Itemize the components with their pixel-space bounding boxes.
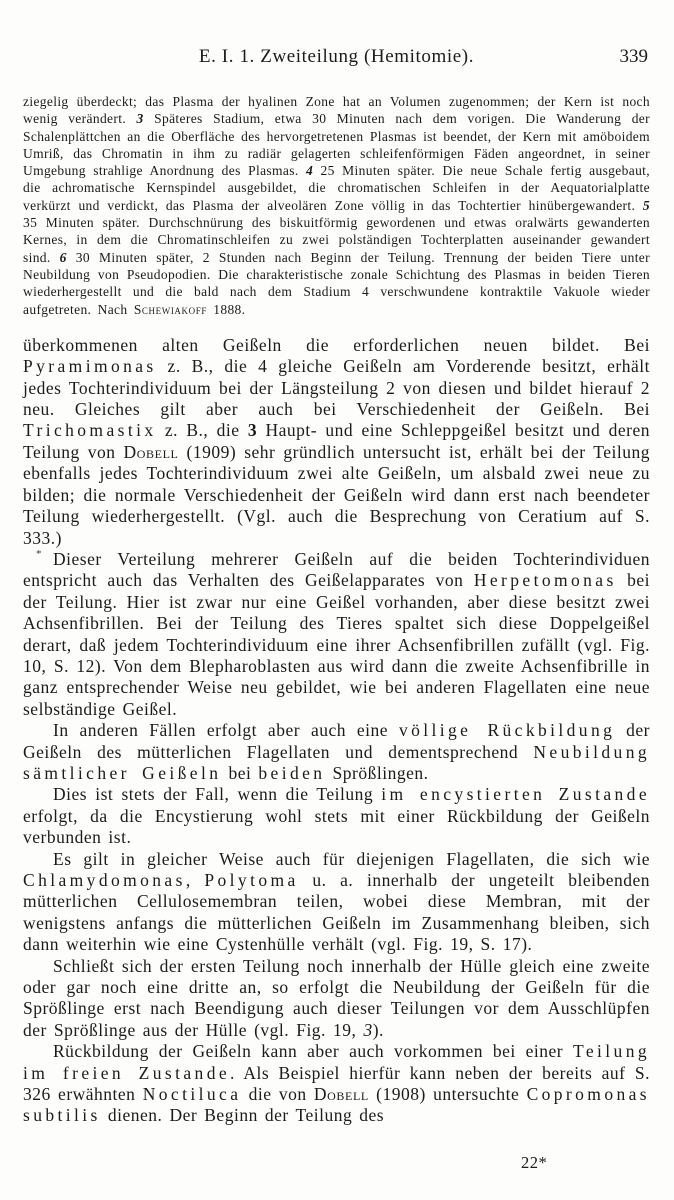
emphasized-text: Schewiakoff — [133, 301, 207, 317]
paragraph: überkommenen alten Geißeln die erforderlichen neuen bildet. Bei Pyramimonas z. B., die 4 gleiche Geißeln am Vorderende besitzt, erhält jedes Tochterindividuum bei der Längsteilung 2 von diesen und bildet hierauf 2 neu. Gleiches gilt aber auch bei Verschiedenheit der Geißeln. Bei Trichomastix z. B., die 3 Haupt- und eine Schleppgeißel besitzt und deren Teilung von Dobell (1909) sehr gründlich untersucht ist, erhält bei der Teilung ebenfalls jedes Tochterindividuum zwei alte Geißeln, um alsbald zwei neue zu bilden; die normale Verschiedenheit der Geißeln wird dann erst nach beendeter Teilung wiederhergestellt. (Vgl. auch die Besprechung von Ceratium auf S. 333.) — [23, 334, 650, 548]
paragraph: Es gilt in gleicher Weise auch für diejenigen Flagellaten, die sich wie Chlamydomonas, Polytoma u. a. innerhalb der ungeteilt bleibenden mütterlichen Cellulosemembran teilen, wobei diese Membran, mit der wenigstens anfangs die mütterlichen Geißeln im Zusammenhang bleiben, sich dann weiterhin wie eine Cystenhülle verhält (vgl. Fig. 19, S. 17). — [23, 848, 650, 955]
emphasized-text: Neubildung sämtlicher Geißeln — [23, 741, 650, 783]
body-text — [23, 335, 650, 1127]
running-title: E. I. 1. Zweiteilung (Hemitomie). — [198, 46, 475, 67]
emphasized-text: Trichomastix — [23, 420, 157, 441]
emphasized-text: 5 — [642, 197, 650, 213]
emphasized-text: beiden — [258, 762, 326, 783]
emphasized-text: Pyramimonas — [23, 356, 157, 377]
paragraph: Dieser Verteilung mehrerer Geißeln auf die beiden Tochterindividuen entspricht auch das Verhalten des Geißelapparates von Herpetomonas bei der Teilung. Hier ist zwar nur eine Geißel vorhanden, aber diese besitzt zwei Achsenfibrillen. Bei der Teilung des Tieres spaltet sich diese Doppelgeißel derart, daß jedem Tochterindividuum eine ihrer Achsenfibrillen zufällt (vgl. Fig. 10, S. 12). Von dem Blepharoblasten aus wird dann die zweite Achsenfibrille in ganz entsprechender Weise neu gebildet, wie bei anderen Flagellaten eine neue selbständige Geißel. — [23, 548, 650, 719]
emphasized-text: 4 — [305, 163, 314, 179]
emphasized-text: Polytoma — [204, 870, 299, 891]
emphasized-text: Chlamydomonas — [23, 870, 186, 891]
emphasized-text: im encystierten Zustande — [381, 784, 651, 805]
emphasized-text: Copromonas subtilis — [23, 1084, 651, 1126]
emphasized-text: Teilung im freien Zustande — [23, 1041, 650, 1083]
footnote-asterisk: * — [36, 548, 42, 560]
emphasized-text: völlige Rückbildung — [398, 720, 616, 741]
paragraph: Schließt sich der ersten Teilung noch innerhalb der Hülle gleich eine zweite oder gar noch eine dritte an, so erfolgt die Neubildung der Geißeln für die Sprößlinge erst nach Beendigung auch dieser Teilungen vor dem Ausschlüpfen der Sprößlinge aus der Hülle (vgl. Fig. 19, 3). — [23, 955, 650, 1040]
paragraph: In anderen Fällen erfolgt aber auch eine völlige Rückbildung der Geißeln des mütterlichen Flagellaten und dementsprechend Neubildung sämtlicher Geißeln bei beiden Sprößlingen. — [23, 720, 651, 783]
paragraph: Rückbildung der Geißeln kann aber auch vorkommen bei einer Teilung im freien Zustande. Als Beispiel hierfür kann neben der bereits auf S. 326 erwähnten Noctiluca die von Dobell (1908) untersuchte Copromonas subtilis dienen. Der Beginn der Teilung des — [23, 1041, 651, 1126]
figure-legend: ziegelig überdeckt; das Plasma der hyalinen Zone hat an Volumen zugenommen; der Kern ist noch wenig verändert. 3 Späteres Stadium, etwa 30 Minuten nach dem vorigen. Die Wanderung der Schalenplättchen an die Oberfläche des hervorgetretenen Plasmas ist beendet, der Kern mit amöboidem Umriß, das Chromatin in ihm zu radiär gelagerten schleifenförmigen Fäden angeordnet, in seiner Umgebung strahlige Anordnung des Plasmas. 4 25 Minuten später. Die neue Schale fertig ausgebaut, die achromatische Kernspindel ausgebildet, die chromatischen Schleifen in der Aequatorialplatte verkürzt und verdickt, das Plasma der alveolären Zone völlig in das Tochtertier hinübergewandert. 5 35 Minuten später. Durchschnürung des biskuitförmig gewordenen und etwas oralwärts gewanderten Kernes, in dem die Chromatinschleifen zu zwei polständigen Tochterplatten auseinander gewandert sind. 6 30 Minuten später, 2 Stunden nach Beginn der Teilung. Trennung der beiden Tiere unter Neubildung von Pseudopodien. Die charakteristische zonale Schichtung des Plasmas in beiden Tieren wiederhergestellt und die bald nach dem Stadium 4 verschwundene kontraktile Vakuole wieder aufgetreten. Nach Schewiakoff 1888. — [23, 94, 650, 317]
emphasized-text: 3 — [247, 420, 258, 441]
emphasized-text: 3 — [363, 1019, 373, 1040]
emphasized-text: Herpetomonas — [473, 570, 617, 591]
emphasized-text: 6 — [59, 249, 67, 265]
emphasized-text: 3 — [136, 111, 144, 127]
page-header — [23, 46, 650, 72]
emphasized-text: Noctiluca — [142, 1084, 242, 1105]
emphasized-text: Dobell — [123, 441, 179, 462]
signature-mark: 22* — [521, 1153, 548, 1172]
emphasized-text: Dobell — [313, 1084, 369, 1105]
page-number: 339 — [619, 46, 648, 67]
paragraph: Dies ist stets der Fall, wenn die Teilung im encystierten Zustande erfolgt, da die Encystierung wohl stets mit einer Rückbildung der Geißeln verbunden ist. — [23, 784, 651, 848]
